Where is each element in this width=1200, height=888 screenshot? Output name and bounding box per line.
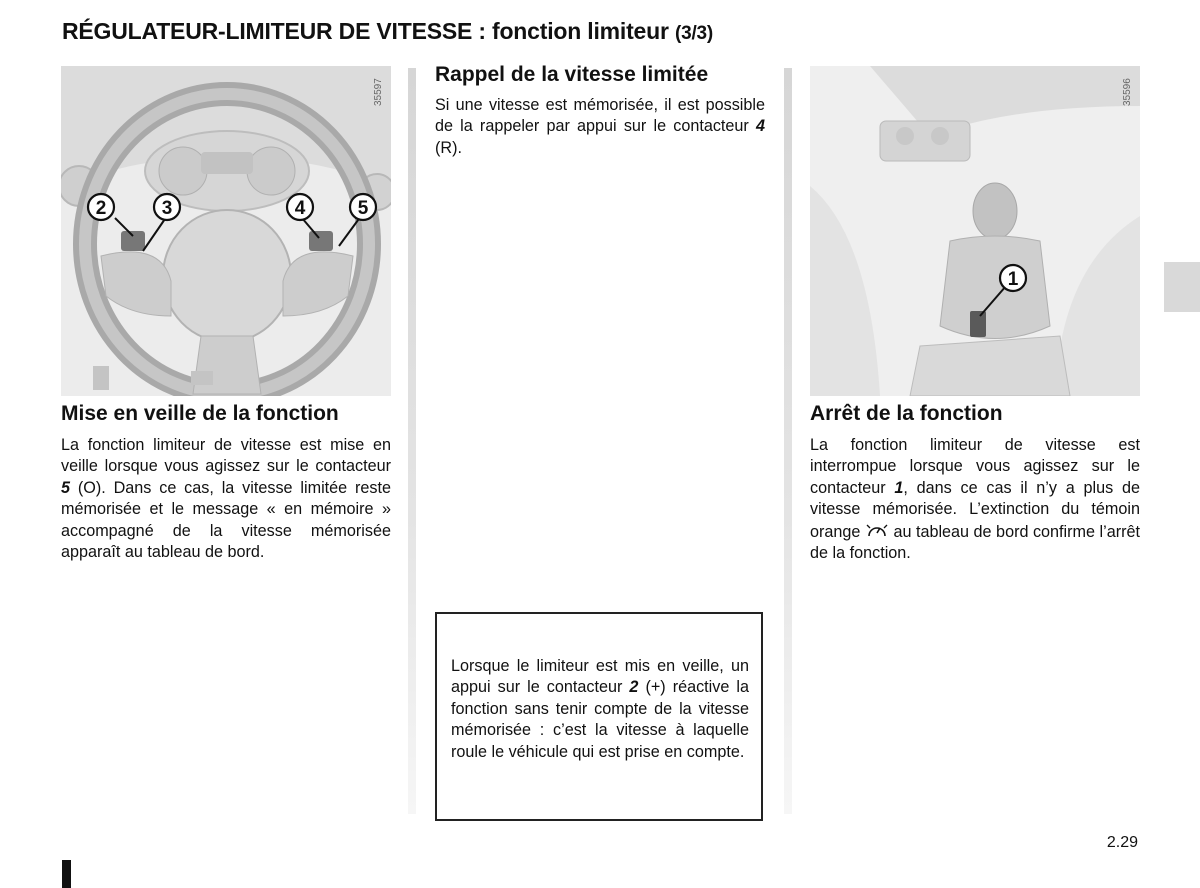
left-section-heading: Mise en veille de la fonction <box>61 402 339 425</box>
switch-reference-1: 1 <box>894 478 904 497</box>
callout-5-label: 5 <box>357 198 369 219</box>
figure-reference-console: 35596 <box>1122 78 1133 106</box>
left-section-paragraph: La fonction limiteur de vitesse est mise en veille lorsque vous agissez sur le contacteur 5 (O). Dans ce cas, la vitesse limitée reste mémorisée et le message « en mémoire » accompagné de la vitesse mémorisée apparaît au tableau de bord. <box>61 436 392 562</box>
note-paragraph: Lorsque le limiteur est mis en veille, un appui sur le contacteur 2 (+) réactive la fonction sans tenir compte de la vitesse mémorisée : c’est la vitesse à laquelle roule le véhicule qui est prise en compte. <box>451 657 749 761</box>
note-box <box>435 612 763 821</box>
callout-2-label: 2 <box>95 198 107 219</box>
callout-3-label: 3 <box>161 198 173 219</box>
column-divider-right <box>784 68 792 814</box>
middle-section-heading: Rappel de la vitesse limitée <box>435 63 709 86</box>
switch-reference-5: 5 <box>61 478 71 497</box>
callout-4-label: 4 <box>294 198 306 219</box>
right-section-paragraph: La fonction limiteur de vitesse est interrompue lorsque vous agissez sur le contacteur 1, dans ce cas il n’y a plus de vitesse mémorisée. L’extinction du témoin orange au tableau de bord confirme l’arrêt de la fonction. <box>810 436 1141 563</box>
callout-1-label: 1 <box>1007 269 1019 290</box>
figure-reference-steering: 35597 <box>373 78 384 106</box>
switch-reference-2: 2 <box>629 678 639 697</box>
page-number: 2.29 <box>1106 834 1138 851</box>
page-edge-marker <box>62 860 71 888</box>
switch-reference-4: 4 <box>756 117 766 136</box>
speed-limiter-warning-icon <box>865 521 889 541</box>
page-title <box>62 18 713 45</box>
title-main: RÉGULATEUR-LIMITEUR DE VITESSE : fonction limiteur <box>62 18 669 44</box>
steering-wheel-illustration <box>61 66 391 396</box>
column-divider-left <box>408 68 416 814</box>
center-console-illustration <box>810 66 1140 396</box>
title-part-indicator: (3/3) <box>674 23 714 44</box>
chapter-thumb-tab <box>1164 262 1200 312</box>
middle-section-paragraph: Si une vitesse est mémorisée, il est possible de la rappeler par appui sur le contacteur 4 (R). <box>435 96 766 157</box>
right-section-heading: Arrêt de la fonction <box>810 402 1003 425</box>
